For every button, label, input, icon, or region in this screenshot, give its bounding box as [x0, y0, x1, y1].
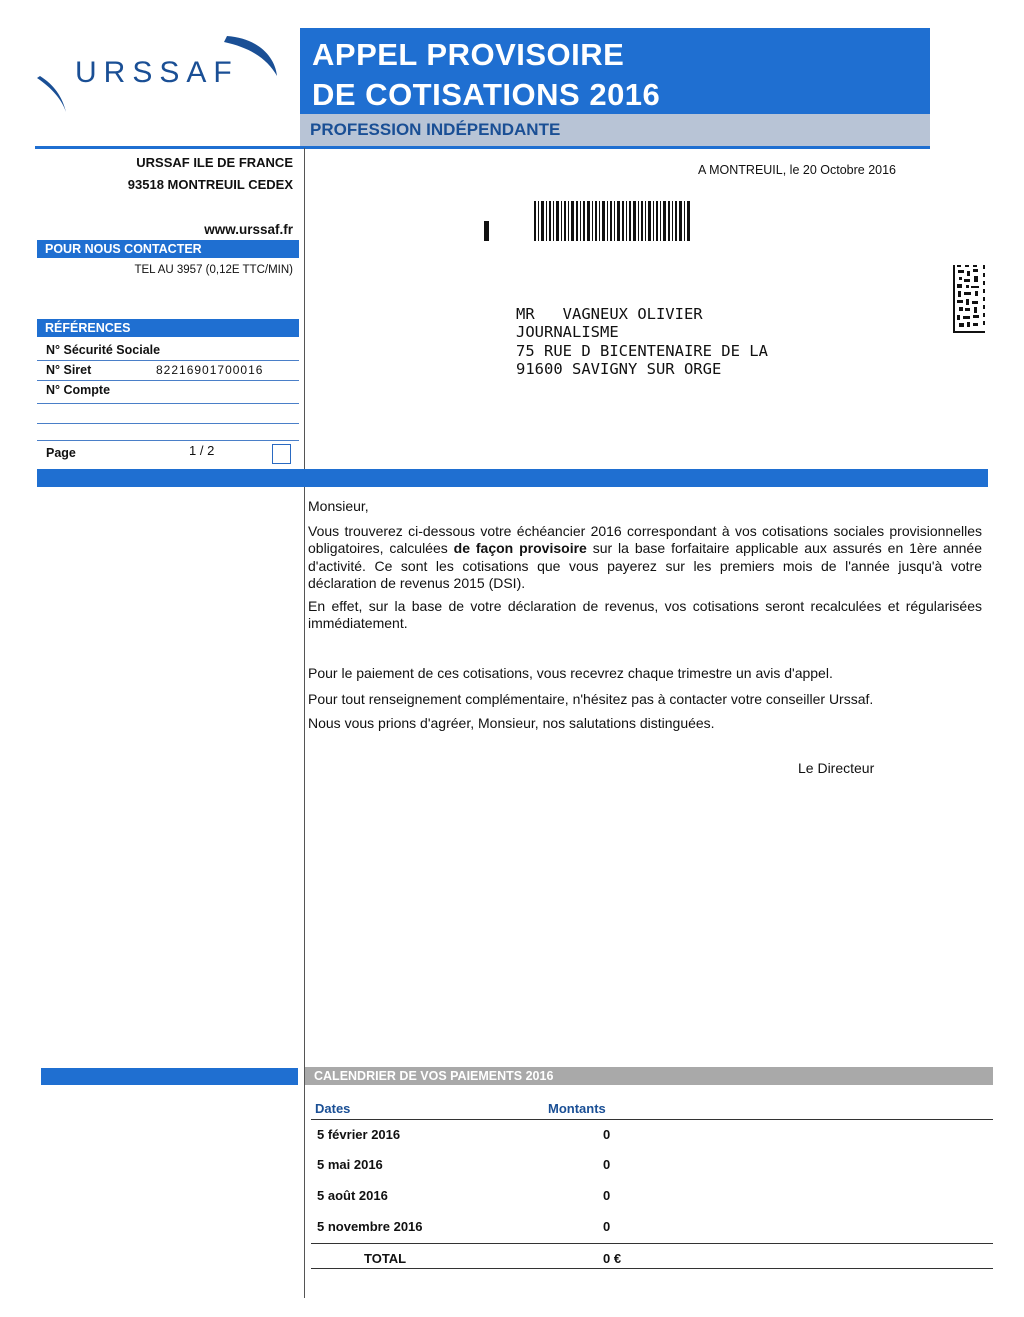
recipient-line4: 91600 SAVIGNY SUR ORGE — [516, 360, 722, 378]
contact-heading: POUR NOUS CONTACTER — [45, 242, 202, 256]
ref-blank-line-2 — [37, 422, 299, 424]
contact-phone: TEL AU 3957 (0,12E TTC/MIN) — [134, 264, 293, 276]
page-label: Page — [46, 446, 76, 460]
siret-label: N° Siret — [46, 363, 92, 377]
sender-org-city: 93518 MONTREUIL CEDEX — [127, 177, 293, 192]
calendar-left-bar — [41, 1068, 298, 1085]
letter-signature: Le Directeur — [798, 760, 875, 776]
calendar-total-rule-bottom — [311, 1268, 993, 1269]
page-checkbox — [272, 444, 291, 464]
ref-blank-line-3 — [37, 439, 299, 441]
calendar-total-rule-top — [311, 1243, 993, 1244]
calendar-row-amount: 0 — [603, 1127, 611, 1142]
ref-blank-line-1 — [37, 402, 299, 404]
recipient-line1: MR VAGNEUX OLIVIER — [516, 305, 703, 323]
datamatrix-code-icon — [953, 265, 985, 333]
sender-org-name: URSSAF ILE DE FRANCE — [136, 155, 293, 170]
section-divider-bar — [37, 469, 988, 487]
compte-label: N° Compte — [46, 383, 111, 397]
calendar-row-amount: 0 — [603, 1157, 611, 1172]
calendar-col-amounts: Montants — [548, 1101, 606, 1116]
calendar-heading: CALENDRIER DE VOS PAIEMENTS 2016 — [314, 1069, 554, 1083]
letter-paragraph-1 — [308, 523, 982, 593]
calendar-row-amount: 0 — [603, 1188, 611, 1203]
document-subtitle: PROFESSION INDÉPENDANTE — [310, 120, 561, 139]
calendar-total-value: 0 € — [603, 1251, 622, 1266]
secu-label: N° Sécurité Sociale — [46, 343, 161, 357]
calendar-row-date: 5 novembre 2016 — [317, 1219, 423, 1234]
page-number: 1 / 2 — [189, 443, 215, 458]
letter-body — [308, 498, 982, 732]
calendar-total-label: TOTAL — [364, 1251, 407, 1266]
letter-p1-text-b: sur la base forfaitaire applicable aux assurés en 1ère année d'activité. Ce sont les cotisations que vous payerez sur les premiers mois de l'année jusqu'à votre déclaration de revenus 2015 (DSI). — [308, 540, 982, 591]
calendar-row-date: 5 août 2016 — [317, 1188, 388, 1203]
letter-paragraph-5: Nous vous prions d'agréer, Monsieur, nos salutations distinguées. — [308, 714, 715, 731]
recipient-line3: 75 RUE D BICENTENAIRE DE LA — [516, 342, 768, 360]
document-title-line2: DE COTISATIONS 2016 — [312, 77, 661, 112]
letter-salutation: Monsieur, — [308, 498, 369, 514]
calendar-col-dates: Dates — [315, 1101, 351, 1116]
references-heading: RÉFÉRENCES — [45, 321, 131, 335]
siret-value: 82216901700016 — [156, 363, 264, 377]
column-divider — [304, 148, 305, 1298]
calendar-row-amount: 0 — [603, 1219, 611, 1234]
letter-paragraph-3: Pour le paiement de ces cotisations, vous recevrez chaque trimestre un avis d'appel. — [308, 664, 833, 681]
website-link[interactable]: www.urssaf.fr — [204, 222, 293, 237]
document-title-line1: APPEL PROVISOIRE — [312, 37, 625, 72]
header-rule — [35, 146, 930, 149]
barcode-icon — [534, 201, 690, 241]
calendar-row-date: 5 février 2016 — [317, 1127, 401, 1142]
recipient-line2: JOURNALISME — [516, 323, 619, 341]
sorting-mark — [484, 221, 489, 241]
calendar-header-rule — [311, 1119, 993, 1120]
calendar-row-date: 5 mai 2016 — [317, 1157, 383, 1172]
urssaf-logo-text: URSSAF — [75, 56, 239, 89]
letter-paragraph-4: Pour tout renseignement complémentaire, n'hésitez pas à contacter votre conseiller Urssaf. — [308, 691, 874, 707]
letter-date: A MONTREUIL, le 20 Octobre 2016 — [698, 163, 897, 177]
letter-p1-text-a: Vous trouverez ci-dessous votre échéancier 2016 correspondant à vos cotisations sociales provisionnelles obligatoires, calculées — [308, 522, 982, 556]
letter-paragraph-2: En effet, sur la base de votre déclaration de revenus, vos cotisations seront recalculées et régularisées immédiatement. — [308, 597, 982, 631]
letter-p1-emphasis: de façon provisoire — [453, 540, 587, 556]
